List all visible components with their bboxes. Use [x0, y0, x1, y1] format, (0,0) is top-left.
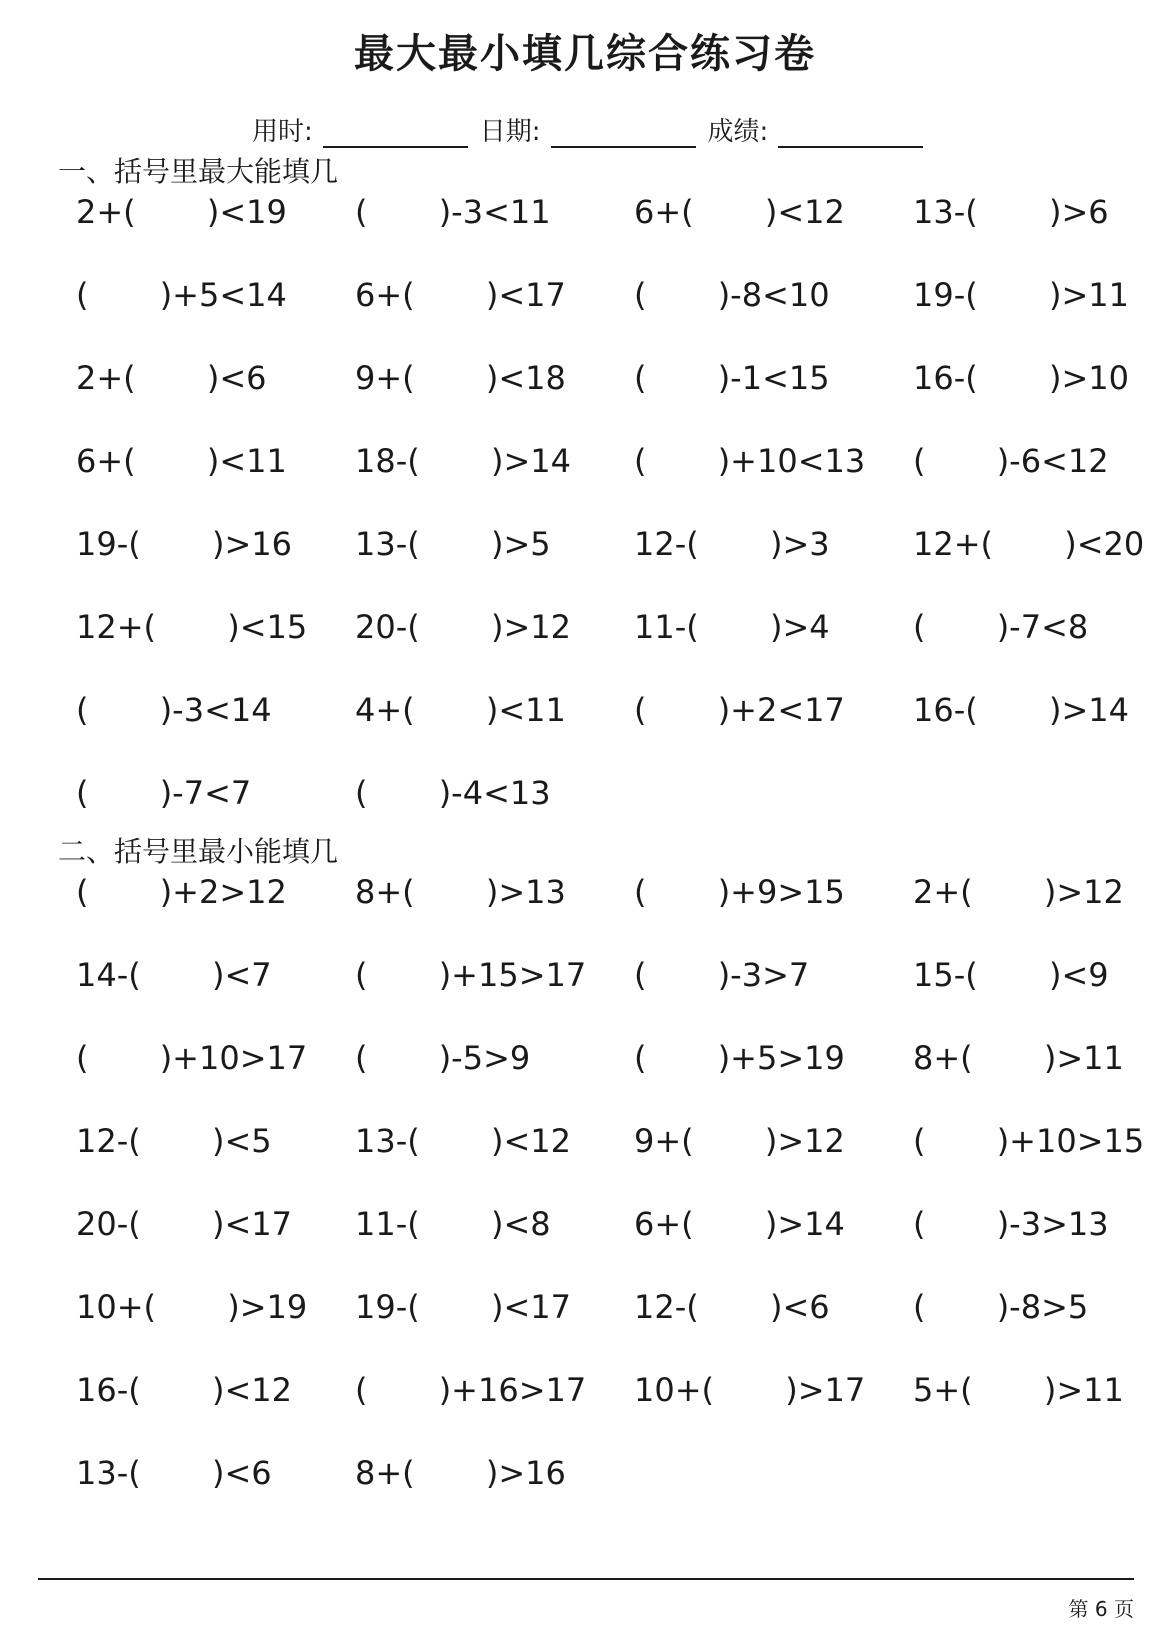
- problem-item[interactable]: 13-( )<12: [355, 1122, 571, 1160]
- problem-item[interactable]: 12-( )<6: [634, 1288, 830, 1326]
- problem-item[interactable]: ( )+9>15: [634, 873, 845, 911]
- problem-item[interactable]: ( )-7<8: [913, 608, 1089, 646]
- problem-item[interactable]: 11-( )>4: [634, 608, 830, 646]
- problem-item[interactable]: 6+( )>14: [634, 1205, 845, 1243]
- section2-heading: 二、括号里最小能填几: [58, 835, 339, 868]
- problem-item[interactable]: 8+( )>11: [913, 1039, 1124, 1077]
- problem-item[interactable]: ( )-3<14: [76, 691, 272, 729]
- problem-item[interactable]: 10+( )>19: [76, 1288, 308, 1326]
- problem-item[interactable]: ( )-8<10: [634, 276, 830, 314]
- problem-item[interactable]: 20-( )>12: [355, 608, 571, 646]
- problem-item[interactable]: ( )+10>15: [913, 1122, 1145, 1160]
- problem-item[interactable]: ( )-3<11: [355, 193, 551, 231]
- problem-item[interactable]: ( )+5>19: [634, 1039, 845, 1077]
- date-blank[interactable]: [551, 118, 696, 148]
- footer-divider: [38, 1578, 1134, 1580]
- problem-item[interactable]: 18-( )>14: [355, 442, 571, 480]
- problem-item[interactable]: 19-( )<17: [355, 1288, 571, 1326]
- problem-item[interactable]: 13-( )>6: [913, 193, 1109, 231]
- problem-item[interactable]: 2+( )>12: [913, 873, 1124, 911]
- section1-heading: 一、括号里最大能填几: [58, 155, 339, 188]
- problem-item[interactable]: 5+( )>11: [913, 1371, 1124, 1409]
- problem-item[interactable]: 2+( )<19: [76, 193, 287, 231]
- problem-item[interactable]: ( )+10<13: [634, 442, 866, 480]
- problem-item[interactable]: ( )+5<14: [76, 276, 287, 314]
- problem-item[interactable]: 13-( )<6: [76, 1454, 272, 1492]
- problem-item[interactable]: 19-( )>16: [76, 525, 292, 563]
- problem-item[interactable]: ( )-8>5: [913, 1288, 1089, 1326]
- problem-item[interactable]: 13-( )>5: [355, 525, 551, 563]
- score-label: 成绩:: [707, 117, 769, 147]
- problem-item[interactable]: 12+( )<20: [913, 525, 1145, 563]
- problem-item[interactable]: 14-( )<7: [76, 956, 272, 994]
- time-label: 用时:: [252, 117, 313, 147]
- problem-item[interactable]: ( )+2>12: [76, 873, 287, 911]
- section1-problem-grid: [76, 190, 1170, 854]
- problem-item[interactable]: 8+( )>16: [355, 1454, 566, 1492]
- problem-item[interactable]: 19-( )>11: [913, 276, 1129, 314]
- problem-item[interactable]: 9+( )>12: [634, 1122, 845, 1160]
- problem-item[interactable]: 15-( )<9: [913, 956, 1109, 994]
- info-row: [252, 112, 935, 148]
- problem-item[interactable]: ( )-4<13: [355, 774, 551, 812]
- problem-item[interactable]: 9+( )<18: [355, 359, 566, 397]
- problem-item[interactable]: 20-( )<17: [76, 1205, 292, 1243]
- problem-item[interactable]: 10+( )>17: [634, 1371, 866, 1409]
- time-blank[interactable]: [323, 118, 468, 148]
- problem-item[interactable]: ( )-7<7: [76, 774, 252, 812]
- problem-item[interactable]: 16-( )<12: [76, 1371, 292, 1409]
- page-number: 第 6 页: [1068, 1597, 1134, 1621]
- problem-item[interactable]: 6+( )<11: [76, 442, 287, 480]
- problem-item[interactable]: ( )-3>7: [634, 956, 810, 994]
- problem-item[interactable]: 6+( )<12: [634, 193, 845, 231]
- problem-item[interactable]: 2+( )<6: [76, 359, 267, 397]
- problem-item[interactable]: 12+( )<15: [76, 608, 308, 646]
- section2-problem-grid: [76, 870, 1170, 1534]
- problem-item[interactable]: ( )+16>17: [355, 1371, 587, 1409]
- problem-item[interactable]: ( )-5>9: [355, 1039, 531, 1077]
- date-label: 日期:: [479, 117, 541, 147]
- problem-item[interactable]: ( )-6<12: [913, 442, 1109, 480]
- problem-item[interactable]: ( )+15>17: [355, 956, 587, 994]
- score-blank[interactable]: [778, 118, 923, 148]
- problem-item[interactable]: 16-( )>14: [913, 691, 1129, 729]
- problem-item[interactable]: 16-( )>10: [913, 359, 1129, 397]
- problem-item[interactable]: 11-( )<8: [355, 1205, 551, 1243]
- problem-item[interactable]: 6+( )<17: [355, 276, 566, 314]
- problem-item[interactable]: 12-( )>3: [634, 525, 830, 563]
- worksheet-title: 最大最小填几综合练习卷: [354, 31, 816, 77]
- problem-item[interactable]: ( )-3>13: [913, 1205, 1109, 1243]
- problem-item[interactable]: 4+( )<11: [355, 691, 566, 729]
- problem-item[interactable]: 8+( )>13: [355, 873, 566, 911]
- problem-item[interactable]: 12-( )<5: [76, 1122, 272, 1160]
- problem-item[interactable]: ( )+2<17: [634, 691, 845, 729]
- problem-item[interactable]: ( )-1<15: [634, 359, 830, 397]
- problem-item[interactable]: ( )+10>17: [76, 1039, 308, 1077]
